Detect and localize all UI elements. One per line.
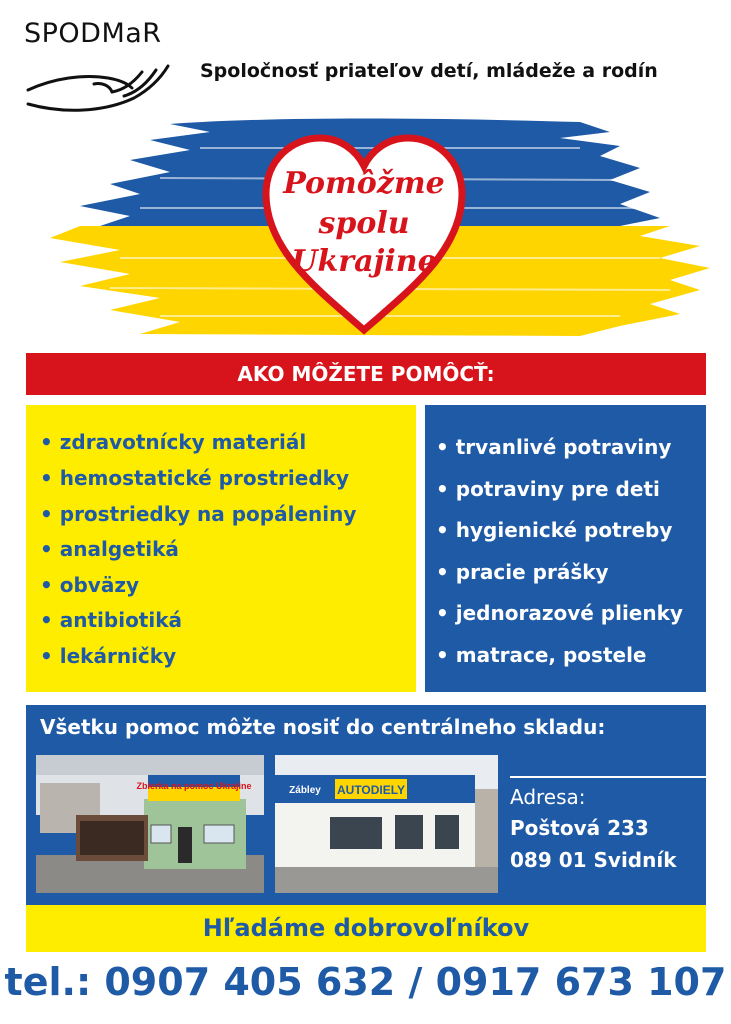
- address-label: Adresa:: [510, 785, 586, 809]
- photo1-sign: Zbierka na pomoc Ukrajine: [136, 781, 252, 791]
- heart-line-2: spolu: [318, 206, 410, 241]
- household-supplies-list: [425, 405, 706, 692]
- list-item: • hygienické potreby: [436, 518, 673, 542]
- list-item: • antibiotiká: [40, 608, 183, 632]
- list-item: • analgetiká: [40, 537, 179, 561]
- warehouse-photo-1: [36, 755, 264, 893]
- how-to-help-title: AKO MÔŽETE POMÔCŤ:: [237, 362, 495, 386]
- how-to-help-banner: [26, 353, 706, 395]
- list-item: • pracie prášky: [436, 560, 609, 584]
- list-item: • prostriedky na popáleniny: [40, 502, 357, 526]
- photo2-logo: Zábley: [289, 785, 321, 796]
- list-item: • hemostatické prostriedky: [40, 466, 349, 490]
- address-divider: [510, 776, 706, 778]
- heart-line-1: Pomôžme: [283, 166, 445, 201]
- heart-text: [258, 130, 470, 338]
- address-city: 089 01 Svidník: [510, 848, 677, 872]
- list-item: • matrace, postele: [436, 643, 647, 667]
- heart-line-3: Ukrajine: [291, 244, 437, 279]
- collection-text: Všetku pomoc môžte nosiť do centrálneho skladu:: [40, 715, 606, 739]
- warehouse-photo-2: [275, 755, 498, 893]
- volunteers-banner: [26, 905, 706, 952]
- photo2-sign: AUTODIELY: [336, 783, 406, 797]
- tagline: Spoločnosť priateľov detí, mládeže a rodín: [200, 60, 658, 82]
- phone-numbers[interactable]: tel.: 0907 405 632 / 0917 673 107: [4, 960, 727, 1004]
- logo-text: SPODMaR: [24, 18, 162, 49]
- list-item: • zdravotnícky materiál: [40, 430, 307, 454]
- list-item: • potraviny pre deti: [436, 477, 660, 501]
- medical-supplies-list: [26, 405, 416, 692]
- list-item: • obväzy: [40, 573, 140, 597]
- volunteers-text: Hľadáme dobrovoľníkov: [202, 914, 530, 942]
- list-item: • jednorazové plienky: [436, 601, 683, 625]
- list-item: • trvanlivé potraviny: [436, 435, 672, 459]
- address-street: Poštová 233: [510, 816, 649, 840]
- list-item: • lekárničky: [40, 644, 177, 668]
